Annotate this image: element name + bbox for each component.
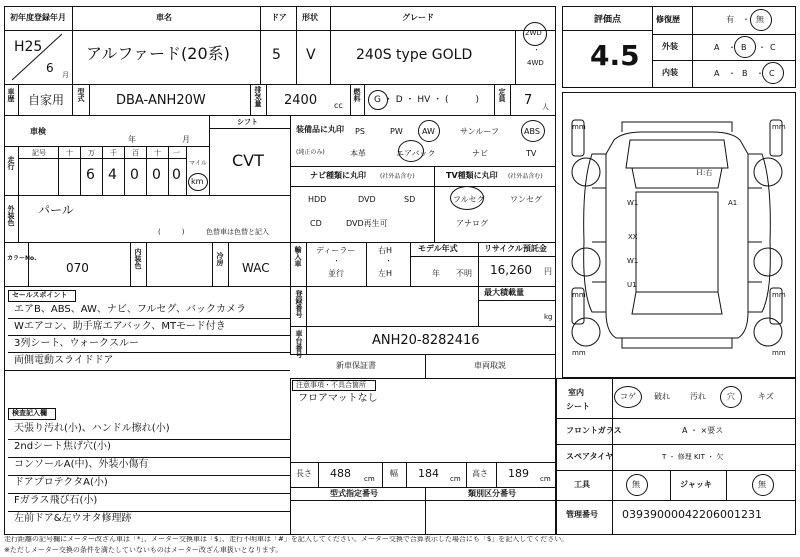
mileage-label: 走行 [7, 156, 15, 170]
equip-sunroof: サンルーフ [460, 127, 499, 136]
tools-value: 無 [632, 480, 640, 489]
repair-dot: ・ [742, 15, 750, 24]
color-no-label: カラーNo. [7, 255, 37, 262]
notice-label: 注意事項・不具合箇所 [296, 381, 366, 389]
height-unit: cm [540, 475, 551, 483]
inspection-year-unit: 年 [128, 135, 136, 144]
drive-dot: ・ [533, 46, 540, 54]
management-label: 管理番号 [566, 510, 598, 519]
new-car-warranty: 新車保証書 [336, 361, 376, 370]
sales-point-2: Wエアコン、助手席エアバック、MTモード付き [14, 321, 226, 332]
inspector-note-4: ドアプロテクタA(小) [14, 477, 108, 488]
mileage-digit-5: 0 [172, 167, 181, 183]
inspector-note-5: Fガラス飛び石(小) [14, 495, 98, 506]
shape-value: V [306, 47, 316, 63]
score-ext-c: C [770, 43, 776, 52]
spare-value: T ・ 修理 KIT ・ 欠 [662, 453, 724, 461]
sales-points-label: セールスポイント [12, 291, 68, 299]
equip-ps: PS [355, 127, 365, 136]
score-exterior-label: 外装 [662, 42, 678, 51]
score-int-c: C [769, 69, 775, 78]
mm-label-1: mm [572, 123, 586, 131]
mark-left-rear: W1 [627, 257, 639, 265]
type-designation-label: 型式指定番号 [330, 489, 378, 498]
door-label: ドア [271, 13, 287, 22]
import-label: 輸入車 [294, 246, 302, 267]
equip-navi: ナビ [472, 149, 488, 158]
cc-unit: cc [334, 101, 343, 110]
spare-label: スペアタイヤ [566, 452, 614, 461]
mileage-digit-4: 0 [152, 167, 161, 183]
navi-sd: SD [404, 195, 416, 204]
height-value: 189 [508, 467, 529, 480]
navi-label: ナビ種類に丸印 [310, 171, 366, 180]
mark-center: XX [628, 233, 638, 241]
mm-label-6: mm [772, 349, 786, 357]
mile-label: マイル [189, 160, 207, 167]
exterior-note: 色替車は色替と記入 [206, 228, 269, 236]
shift-label: シフト [237, 118, 258, 126]
mm-label-5: mm [572, 349, 586, 357]
month-unit: 月 [62, 71, 69, 79]
exterior-paren: ( ) [158, 228, 185, 236]
seat-opt-scratch: キズ [758, 392, 774, 401]
model-year-unit: 年 [432, 269, 440, 278]
sales-point-1: エアB、ABS、AW、ナビ、フルセグ、バックカメラ [14, 304, 247, 315]
first-reg-year: H25 [14, 39, 43, 55]
car-name: アルファード(20系) [86, 44, 230, 63]
inspector-note-1: 天張り汚れ(小)、ハンドル擦れ(小) [14, 423, 170, 434]
jack-label: ジャッキ [680, 480, 712, 489]
score-int-a: A [714, 69, 720, 78]
chassis-label: 車台番号 [295, 330, 303, 358]
capacity-unit: 人 [542, 103, 549, 111]
management-value: 03939000042206001231 [622, 508, 762, 521]
mileage-digit-3: 0 [130, 167, 139, 183]
max-load-unit: kg [544, 313, 553, 321]
interior-color-label: 内装色 [134, 248, 142, 269]
seat-opt-hole: 穴 [727, 392, 735, 401]
sales-point-4: 両側電動スライドドア [14, 355, 114, 366]
tools-label: 工具 [574, 480, 590, 489]
door-count: 5 [272, 47, 281, 63]
score-ext-b: B [741, 43, 747, 52]
recycle-unit: 円 [544, 267, 552, 276]
shape-label: 形状 [302, 13, 318, 22]
seat-opt-tear: 破れ [654, 392, 670, 401]
score-value: 4.5 [590, 39, 640, 72]
windshield-label: フロントガラス [566, 426, 622, 435]
equip-pw: PW [390, 127, 403, 136]
mark-left-front: W1 [627, 199, 639, 207]
grade-value: 240S type GOLD [356, 47, 473, 63]
score-interior-label: 内装 [662, 68, 678, 77]
repair-label: 修復歴 [656, 15, 680, 24]
mark-left-rear-2: U1 [627, 281, 637, 289]
model-value: DBA-ANH20W [116, 93, 206, 108]
car-diagram [562, 92, 796, 378]
length-unit: cm [364, 475, 375, 483]
length-label: 長さ [296, 469, 312, 478]
digit-header-1: 十 [66, 149, 73, 157]
mileage-digit-2: 4 [108, 167, 117, 183]
digit-header-4: 百 [132, 149, 139, 157]
tv-sub: (社外品含む) [508, 173, 543, 180]
mileage-digit-1: 6 [86, 167, 95, 183]
jack-value: 無 [758, 480, 766, 489]
mm-label-4: mm [772, 291, 786, 299]
displacement-label: 排気量 [254, 86, 262, 107]
digit-header-3: 千 [110, 149, 117, 157]
windshield-value: A ・ ×要ス [682, 426, 724, 435]
fuel-label: 燃料 [353, 88, 361, 102]
notice-value: フロアマットなし [298, 393, 378, 404]
tv-label: TV種類に丸印 [446, 171, 498, 180]
model-year-unknown: 不明 [456, 269, 472, 278]
inspector-note-2: 2ndシート焦げ穴(小) [14, 441, 111, 452]
vehicle-manual: 車両取説 [474, 361, 506, 370]
height-label: 高さ [472, 469, 488, 478]
displacement-value: 2400 [284, 93, 318, 108]
seat-label-2: シート [566, 402, 590, 411]
width-unit: cm [450, 475, 461, 483]
length-value: 488 [330, 467, 351, 480]
import-dot-1: ・ [333, 257, 340, 265]
tv-oneseg: ワンセグ [510, 195, 542, 204]
category-label: 類別区分番号 [468, 489, 516, 498]
shift-value: CVT [232, 151, 264, 170]
digit-header-5: 十 [154, 149, 161, 157]
inspector-note-3: コンソールA(中)、外装小傷有 [14, 459, 149, 470]
footer-line-2: ※ただしメーター交換の条件を満たしていないものはメーター改ざん車扱いとなります。 [4, 546, 283, 554]
mark-front-right: Ｈ:右 [696, 169, 713, 177]
import-parallel: 並行 [328, 269, 344, 278]
model-label: 型式 [77, 88, 85, 102]
tv-fullseg: フルセグ [453, 195, 485, 204]
equipment-label: 装備品に丸印 [296, 125, 344, 134]
width-value: 184 [418, 467, 439, 480]
car-name-label: 車名 [156, 13, 172, 22]
exterior-label: 外装色 [7, 205, 15, 226]
km-label: km [191, 177, 204, 186]
seat-opt-dirt: 汚れ [690, 392, 706, 401]
equip-tv: TV [526, 149, 537, 158]
usage-label: 車歴 [7, 88, 15, 102]
equipment-sublabel: (純正のみ) [296, 149, 325, 156]
grade-label: グレード [402, 13, 434, 22]
inspector-label: 検査記入欄 [12, 409, 47, 417]
color-no-value: 070 [66, 261, 89, 275]
inspection-label: 車検 [30, 127, 46, 136]
digit-header-0: 記号 [32, 149, 46, 157]
equip-aw: AW [422, 127, 435, 136]
mark-right-front: A1 [728, 199, 738, 207]
model-year-label: モデル年式 [418, 244, 458, 253]
first-reg-month: 6 [46, 61, 54, 75]
drive-4wd: 4WD [527, 59, 544, 67]
seat-opt-koge: コゲ [620, 392, 636, 401]
score-label: 評価点 [594, 15, 622, 25]
score-int-b: B [742, 69, 748, 78]
repair-yes: 有 [726, 15, 734, 24]
navi-dvd: DVD [358, 195, 376, 204]
recycle-value: 16,260 [490, 263, 532, 277]
tv-analog: アナログ [456, 219, 488, 228]
chassis-value: ANH20-8282416 [372, 333, 480, 348]
score-ext-dot2: ・ [758, 43, 766, 52]
first-reg-label: 初年度登録年月 [10, 13, 66, 22]
score-ext-a: A [714, 43, 720, 52]
repair-no: 無 [756, 15, 764, 24]
mm-label-3: mm [572, 291, 586, 299]
reg-no-label: 登録番号 [295, 290, 303, 318]
fuel-options: G ・ D ・ HV ・ ( ) [374, 95, 480, 105]
usage-value: 自家用 [28, 93, 65, 107]
digit-header-2: 万 [88, 149, 95, 157]
recycle-label: リサイクル預託金 [484, 244, 547, 253]
width-label: 幅 [390, 469, 398, 478]
navi-hdd: HDD [308, 195, 327, 204]
sales-point-3: 3列シート、ウォークスルー [14, 338, 139, 349]
max-load-label: 最大積載量 [484, 288, 524, 297]
drive-2wd: 2WD [525, 29, 542, 37]
footer-line-1: 走行距離の記号欄にメーター改ざん車は「*」、メーター交換車は「$」、走行不明車は「#」を記入してください。メーター交換で合算表示した場合にも「$」を記入してください。 [4, 536, 569, 543]
digit-header-6: 一 [173, 149, 180, 157]
navi-cd: CD [310, 219, 322, 228]
import-dealer: ディーラー [316, 246, 356, 255]
ac-label: 冷房 [216, 252, 224, 266]
inspection-month-unit: 月 [182, 135, 190, 144]
import-left-h: 左H [378, 269, 393, 278]
equip-leather: 本革 [350, 149, 366, 158]
score-ext-dot1: ・ [728, 43, 736, 52]
import-right-h: 右H [378, 246, 393, 255]
ac-value: WAC [242, 261, 270, 275]
import-dot-2: ・ [385, 257, 392, 265]
capacity-value: 7 [524, 93, 533, 108]
score-int-dot2: ・ [756, 69, 764, 78]
navi-dvd-play: DVD再生可 [346, 219, 388, 228]
exterior-value: パール [38, 203, 74, 217]
equip-airbag: エアバック [396, 149, 436, 158]
seat-label-1: 室内 [568, 388, 584, 397]
mm-label-2: mm [772, 123, 786, 131]
equip-abs: ABS [524, 127, 540, 136]
navi-sub: (社外品含む) [380, 173, 415, 180]
score-int-dot1: ・ [728, 69, 736, 78]
inspector-note-6: 左前ドア&左ウオタ修理跡 [14, 513, 132, 524]
capacity-label: 定員 [498, 88, 506, 102]
